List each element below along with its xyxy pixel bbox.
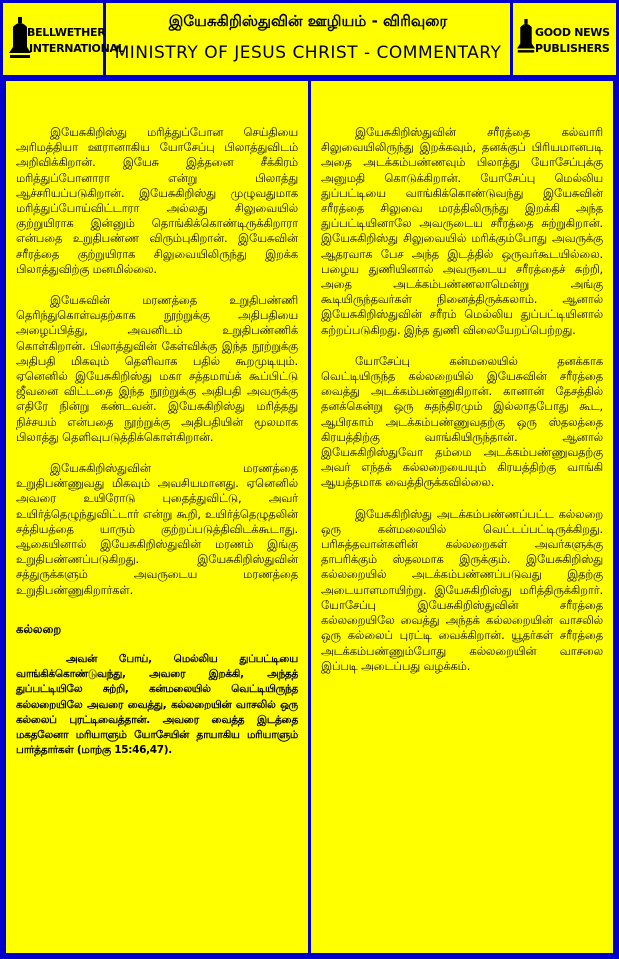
paragraph: இயேசுகிறிஸ்து அடக்கம்பண்ணப்பட்ட கல்லறை ஒரு கன்மலையில் வெட்டப்பட்டிருக்கிறது. பரிசுத்தவான்களின் கல்லறைகள் அவர்களுக்கு தாபரிக்கும் ஸ்தலமாக இருக்கும். இயேசுகிறிஸ்து கல்லறையில் அடக்கம்பண்ணப்படுவது இதற்கு அடையாளமாயிற்று. இயேசுகிறிஸ்து மரித்திருக்கிறார். யோசேப்பு இயேசுகிறிஸ்துவின் சரீரத்தை கல்லறையிலே வைத்து அந்தக் கல்லறையின் வாசலில் ஒரு கல்லைப் புரட்டி வைக்கிறான். யூதர்கள் சரீரத்தை அடக்கம்பண்ணும்போது கல்லறையின் வாசலை இப்படி அடைப்பது வழக்கம். <box>321 506 603 673</box>
title-tamil: இயேசுகிறிஸ்துவின் ஊழியம் - விரிவுரை <box>168 12 448 30</box>
left-logo-line1: BELLWETHER <box>27 26 106 39</box>
paragraph: இயேசுகிறிஸ்துவின் மரணத்தை உறுதிபண்ணுவது மிகவும் அவசியமானது. ஏனெனில் அவரை உயிரோடு புதைத்துவிட்டு, அவர் உயிர்த்தெழுந்துவிட்டார் என்று கூறி, உயிர்த்தெழுதலின் சத்தியத்தை யாரும் குற்றப்படுத்திவிடக்கூடாது. ஆகையினால் இயேசுகிறிஸ்துவின் மரணம் இங்கு உறுதிபண்ணப்படுகிறது. இயேசுகிறிஸ்துவின் சத்துருக்களும் அவருடைய மரணத்தை உறுதிபண்ணுகிறார்கள். <box>16 461 298 597</box>
paragraph: யோசேப்பு கன்மலையில் தனக்காக வெட்டியிருந்த கல்லறையில் இயேசுவின் சரீரத்தை வைத்து அடக்கம்பண்ணுகிறான். கானான் தேசத்தில் தனக்கென்று ஒரு சுதந்திரமும் இல்லாதபோது கூட, ஆபிரகாம் அடக்கம்பண்ணுவதற்கு ஒரு ஸ்தலத்தை கிரயத்திற்கு வாங்கியிருந்தான். ஆனால் இயேசுகிறிஸ்துவோ தம்மை அடக்கம்பண்ணுவதற்கு அவர் எந்தக் கல்லறையையும் கிரயத்திற்கு வாங்கி ஆயத்தமாக வைத்திருக்கவில்லை. <box>321 353 603 490</box>
right-logo-line1: GOOD NEWS <box>535 26 610 39</box>
bell-icon <box>517 17 535 57</box>
good-news-logo <box>510 3 616 75</box>
scripture-quote: அவன் போய், மெல்லிய துப்பட்டியை வாங்கிக்கொண்டுவந்து, அவரை இறக்கி, அந்தத் துப்பட்டியிலே சுற்றி, கன்மலையில் வெட்டியிருந்த கல்லறையிலே அவரை வைத்து, கல்லறையின் வாசலில் ஒரு கல்லைப் புரட்டிவைத்தான். அவரை வைத்த இடத்தை மகதலேனா மரியாளும் யோசேயின் தாயாகிய மரியாளும் பார்த்தார்கள் (மாற்கு 15:46,47). <box>16 652 298 757</box>
bellwether-logo <box>3 3 125 75</box>
bell-icon <box>9 17 31 61</box>
paragraph: இயேசுவின் மரணத்தை உறுதிபண்ணி தெரிந்துகொள்வதற்காக நூற்றுக்கு அதிபதியை அழைப்பித்து, அவனிடம் உறுதிபண்ணிக் கொள்கிறான். பிலாத்துவின் கேள்விக்கு இந்த நூற்றுக்கு அதிபதி மிகவும் தெளிவாக பதில் கூறமுடியும். ஏனெனில் இயேசுகிறிஸ்து மகா சத்தமாய்க் கூப்பிட்டு ஜீவனை விட்டதை இந்த நூற்றுக்கு அதிபதி அவருக்கு எதிரே நின்று கண்டவன். இயேசுகிறிஸ்து மரித்தது நிச்சயம் என்பதை நூற்றுக்கு அதிபதியின் மூலமாக பிலாத்து தெளிவுபடுத்திக்கொள்கிறான். <box>16 293 298 444</box>
paragraph: இயேசுகிறிஸ்து மரித்துப்போன செய்தியை அரிமத்தியா ஊரானாகிய யோசேப்பு பிலாத்துவிடம் அறிவிக்கிறான். இயேசு இத்தனை சீக்கிரம் மரித்துப்போனாரா என்று பிலாத்து ஆச்சரியப்படுகிறான். இயேசுகிறிஸ்து முழுவதுமாக மரித்துப்போய்விட்டாரா அல்லது சிலுவையில் குற்றுயிராக இன்னும் தொங்கிக்கொண்டிருக்கிறாரா என்பதை உறுதிபண்ண விரும்புகிறான். இயேசுவின் சரீரத்தை குற்றுயிராக சிலுவையிலிருந்து இறக்க பிலாத்துவிற்கு மனமில்லை. <box>16 125 298 276</box>
section-title: கல்லறை <box>16 621 62 636</box>
right-logo-line2: PUBLISHERS <box>535 42 610 55</box>
page-header <box>3 3 616 78</box>
title-english: MINISTRY OF JESUS CHRIST - COMMENTARY <box>114 43 502 63</box>
left-column <box>3 78 311 956</box>
left-logo-line2: INTERNATIONAL <box>29 42 125 55</box>
right-column <box>311 78 616 956</box>
paragraph: இயேசுகிறிஸ்துவின் சரீரத்தை கல்வாரி சிலுவையிலிருந்து இறக்கவும், தனக்குப் பிரியமானபடி அதை அடக்கம்பண்ணவும் பிலாத்து யோசேப்புக்கு அனுமதி கொடுக்கிறான். யோசேப்பு மெல்லிய துப்பட்டியை வாங்கிக்கொண்டுவந்து இயேசுவின் சரீரத்தை சிலுவை மரத்திலிருந்து இறக்கி அந்த துப்பட்டியினாலே அவருடைய சரீரத்தை சுற்றுகிறான். இயேசுகிறிஸ்து சிலுவையில் மரிக்கும்போது அவருக்கு ஆதரவாக பேச அந்த இடத்தில் ஒருவர்கூடயில்லை. பழைய துணியினால் அவருடைய சரீரத்தைச் சுற்றி, அதை அடக்கம்பண்ணலாமென்று அங்கு கூடியிருந்தவர்கள் நினைத்திருக்கலாம். ஆனால் இயேசுகிறிஸ்துவின் சரீரம் மெல்லிய துப்பட்டியினால் சுற்றப்படுகிறது. இந்த துணி விலையேறப்பெற்றது. <box>321 125 603 337</box>
